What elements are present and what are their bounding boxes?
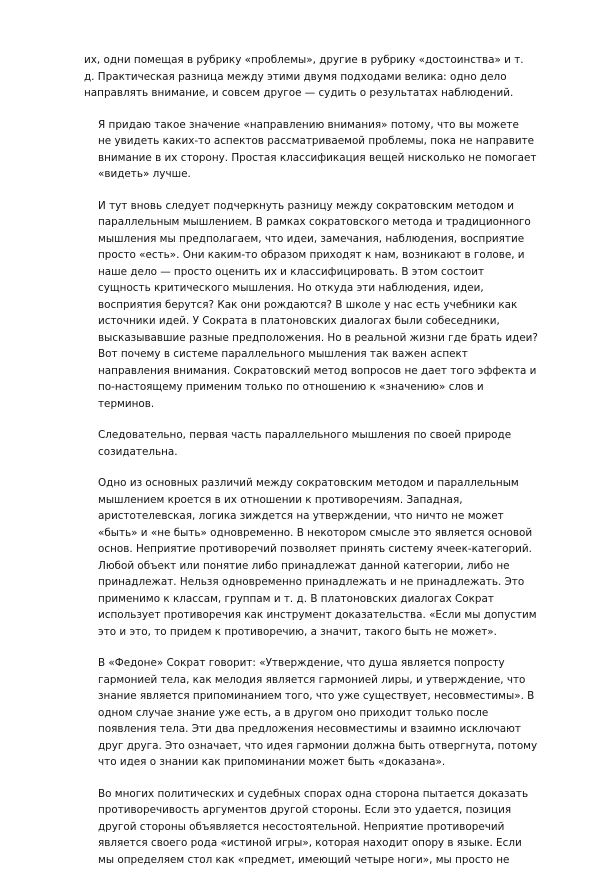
text-line: это и это, то придем к противоречию, а значит, такого быть не может».	[98, 625, 497, 638]
text-line: Вот почему в системе параллельного мышления так важен аспект	[98, 348, 468, 360]
text-line: по-настоящему применим только по отношению к «значению» слов и	[98, 381, 484, 393]
paragraph	[84, 427, 516, 460]
text-line: восприятия берутся? Как они рождаются? В школе у нас есть учебники как	[98, 298, 518, 311]
text-line: что идея о знании как припоминании может быть «доказана».	[98, 756, 446, 768]
text-line: внимание в их сторону. Простая классификация вещей нисколько не помогает	[98, 151, 537, 164]
paragraph	[84, 117, 537, 183]
text-line: Любой объект или понятие либо принадлежат данной категории, либо не	[98, 559, 510, 572]
text-line: источники идей. У Сократа в платоновских диалогах были собеседники,	[98, 315, 500, 327]
text-line: другой стороны объявляется несостоятельной. Неприятие противоречий	[98, 820, 505, 833]
text-line: сущность критического мышления. Но откуда эти наблюдения, идеи,	[98, 282, 484, 294]
paragraph	[84, 475, 537, 640]
text-line: использует противоречия как инструмент доказательства. «Если мы допустим	[98, 609, 537, 621]
text-line: мышления мы предполагаем, что идеи, замечания, наблюдения, восприятие	[98, 232, 525, 245]
text-line: направлять внимание, и совсем другое — судить о результатах наблюдений.	[84, 87, 514, 99]
text-line: противоречивость аргументов другой стороны. Если это удается, позиция	[98, 804, 512, 816]
text-line: созидательна.	[98, 445, 178, 458]
text-line: «видеть» лучше.	[98, 168, 191, 180]
text-line: основ. Неприятие противоречий позволяет принять систему ячеек-категорий.	[98, 543, 532, 555]
text-line: параллельным мышлением. В рамках сократовского метода и традиционного	[98, 216, 531, 228]
text-line: «быть» и «не быть» одновременно. В некотором смысле это является основой	[98, 526, 533, 539]
text-line: направления внимания. Сократовский метод вопросов не дает того эффекта и	[98, 364, 537, 377]
text-line: знание является припоминанием того, что уже существует, несовместимы». В	[98, 690, 535, 702]
text-line: является своего рода «истиной игры», которая находит опору в языке. Если	[98, 837, 522, 849]
text-line: применимо к классам, группам и т. д. В платоновских диалогах Сократ	[98, 592, 494, 605]
paragraph	[84, 655, 538, 771]
text-line: терминов.	[98, 397, 155, 410]
text-line: наше дело — просто оценить их и классифицировать. В этом состоит	[98, 265, 485, 278]
text-line: появления тела. Эти два предложения несовместимы и взаимно исключают	[98, 723, 521, 735]
text-line: аристотелевская, логика зиждется на утверждении, что ничто не может	[98, 510, 504, 522]
body-text	[84, 52, 538, 883]
paragraph	[84, 52, 524, 102]
text-line: И тут вновь следует подчеркнуть разницу между сократовским методом и	[98, 199, 515, 212]
paragraph	[84, 198, 538, 413]
text-line: Я придаю такое значение «направлению внимания» потому, что вы можете	[98, 118, 519, 131]
text-line: Следовательно, первая часть параллельного мышления по своей природе	[98, 429, 512, 441]
text-line: мы определяем стол как «предмет, имеющий четыре ноги», мы просто не	[98, 853, 510, 866]
text-line: д. Практическая разница между этими двумя подходами велика: одно дело	[84, 70, 507, 83]
text-line: друг друга. Это означает, что идея гармонии должна быть отвергнута, потому	[98, 739, 538, 752]
text-line: не увидеть каких-то аспектов рассматриваемой проблемы, пока не направите	[98, 135, 535, 147]
text-line: принадлежат. Нельзя одновременно принадлежать и не принадлежать. Это	[98, 576, 525, 588]
text-line: Одно из основных различий между сократовским методом и параллельным	[98, 477, 519, 489]
text-line: гармонией тела, как мелодия является гармонией лиры, и утверждение, что	[98, 673, 526, 686]
text-line: высказывавшие разные предположения. Но в реальной жизни где брать идеи?	[98, 331, 538, 344]
text-line: мышлением кроется в их отношении к противоречиям. Западная,	[98, 493, 463, 506]
paragraph	[84, 786, 529, 869]
text-line: их, одни помещая в рубрику «проблемы», другие в рубрику «достоинства» и т.	[84, 54, 524, 66]
text-line: Во многих политических и судебных спорах одна сторона пытается доказать	[98, 787, 529, 800]
text-line: В «Федоне» Сократ говорит: «Утверждение, что душа является попросту	[98, 657, 505, 669]
text-line: просто «есть». Они каким-то образом приходят к нам, возникают в голове, и	[98, 249, 525, 261]
text-line: одном случае знание уже есть, а в другом оно приходит только после	[98, 706, 489, 719]
